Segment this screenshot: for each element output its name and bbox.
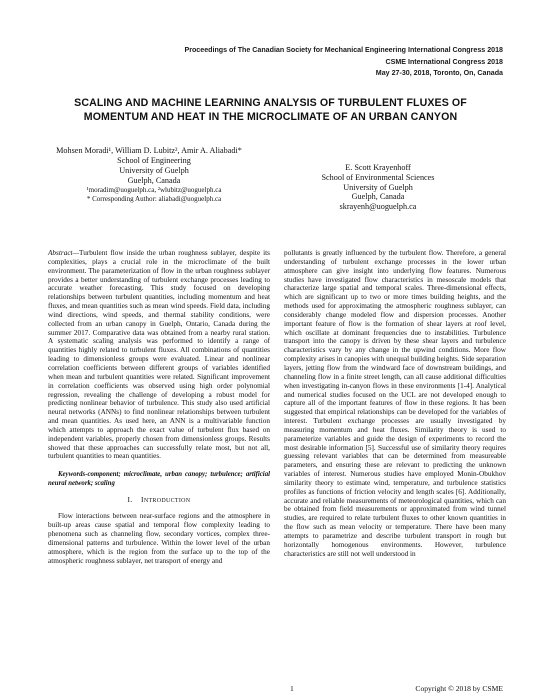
header-line-1: Proceedings of The Canadian Society for Mechanical Engineering International Congress 2018 (184, 46, 503, 54)
right-column (284, 249, 506, 559)
author-block-left (38, 146, 270, 204)
section-title-initial: I (141, 495, 144, 505)
author-names: Mohsen Moradi¹, William D. Lubitz², Amir A. Aliabadi* (56, 146, 242, 155)
author-university: University of Guelph (119, 166, 189, 175)
abstract-label: Abstract— (48, 249, 80, 257)
section-title-rest: NTRODUCTION (143, 498, 191, 505)
corresponding-author: * Corresponding Author: aliabadi@uoguelph.ca (86, 195, 222, 203)
left-column (48, 249, 270, 565)
section-heading-introduction (48, 496, 270, 506)
proceedings-header (184, 45, 503, 80)
author-university-right: University of Guelph (343, 182, 413, 192)
section-number: I. (127, 495, 133, 505)
author-school: School of Engineering (117, 156, 191, 165)
abstract-text: Turbulent flow inside the urban roughness sublayer, despite its complexities, plays a crucial role in the microclimate of the built environment. The parameterization of flow in the urban roughness sublayer provides a better understanding of turbulent exchange processes leading to accurate weather forecasting. This study focused on developing relationships between turbulent quantities, including momentum and heat fluxes, and mean quantities such as mean wind speeds. Field data, including wind directions, wind speeds, and thermal stability conditions, were collected from an urban canopy in Guelph, Ontario, Canada during the summer 2017. Comparative data was obtained from a nearby rural station. A systematic scaling analysis was performed to identify a range of quantities highly related to turbulent fluxes. All combinations of quantities leading to dimensionless groups were evaluated. Linear and nonlinear correlation coefficients between different groups of variables identified when mean and turbulent quantities were related. Significant improvement in correlation coefficients was observed using high order polynomial regression, revealing the challenge of developing a robust model for predicting nonlinear behavior of turbulence. This study also used artificial neural networks (ANNs) to find nonlinear relationships between turbulent and mean quantities. As used here, an ANN is a multivariable function which attempts to approach the exact value of turbulent flux based on independent variables, properly chosen from dimensionless groups. Results showed that these approaches can successfully relate most, but not all, turbulent quantities to mean quantities. (48, 249, 270, 461)
title-line-2: MOMENTUM AND HEAT IN THE MICROCLIMATE OF AN URBAN CANYON (83, 110, 458, 123)
copyright-notice: Copyright © 2018 by CSME (415, 684, 503, 693)
title-line-1: SCALING AND MACHINE LEARNING ANALYSIS OF TURBULENT FLUXES OF (74, 97, 467, 109)
author-block-right (283, 163, 473, 212)
abstract-paragraph (48, 249, 270, 461)
author-city-right: Guelph, Canada (351, 192, 405, 202)
author-name-right: E. Scott Krayenhoff (345, 163, 411, 172)
author-school-right: School of Environmental Sciences (321, 172, 435, 182)
keywords: Keywords-component; microclimate, urban canopy; turbulence; artificial neural network; scaling (48, 471, 270, 487)
intro-paragraph-right: pollutants is greatly influenced by the turbulent flow. Therefore, a general understanding of turbulent exchange processes in the lower urban atmosphere can give insight into underlying flow features. Numerous studies have investigated flow characteristics in mesoscale models that characterize large spatial and temporal scales. Three-dimensional effects, which are significant up to two or more times building heights, and the methods used for approximating the atmospheric roughness sublayer, can considerably change modeled flow and dispersion processes. Another important feature of flow is the formation of shear layers at roof level, which oscillate at dominant frequencies due to instabilities. Turbulence transport into the canopy is driven by these shear layers and turbulence characteristics vary by any change in the upwind conditions. More flow complexity arises in canopies with unequal building heights. Side separation layers, jetting flow from the windward face of downstream buildings, and channeling flow in a finite street length, can all cause additional difficulties when investigating in-canyon flows in these environments [1-4]. Analytical and numerical studies focused on the UCL are not developed enough to capture all of the important features of flow in these regions. It has been suggested that empirical relationships can be developed for the variables of interest. Turbulent exchange processes are usually investigated by measuring momentum and heat fluxes. Similarity theory is used to parameterize variables and guide the design of experiments to record the most desirable information [5]. Successful use of similarity theory requires guessing relevant variables that can be determined from measureable parameters, and ensuring these are relevant to predicting the unknown variables of interest. Numerous studies have employed Monin-Obukhov similarity theory to estimate wind, temperature, and turbulence statistics profiles as functions of friction velocity and length scales [6]. Additionally, accurate and reliable measurements of meteorological quantities, which can be obtained from field measurements or approximated from wind tunnel studies, are required to relate turbulent fluxes to other known quantities in the flow such as mean velocity or temperature. There have been many attempts to parametrize and describe turbulent transport in rough but horizontally homogenous environments. However, turbulence characteristics are still not well understood in (284, 249, 506, 558)
author-emails: ¹moradim@uoguelph.ca, ²wlubitz@uoguelph.ca (86, 186, 222, 194)
header-line-3: May 27-30, 2018, Toronto, On, Canada (375, 69, 503, 77)
intro-paragraph-left: Flow interactions between near-surface regions and the atmosphere in built-up areas cause spatial and temporal flow complexity leading to phenomena such as channeling flow, secondary vortices, complex three-dimensional patterns and turbulence. Within the lower level of the urban atmosphere, which is the region from the surface up to the top of the atmospheric roughness sublayer, net transport of energy and (48, 512, 270, 565)
author-email-right: skrayenh@uoguelph.ca (339, 202, 417, 212)
header-line-2: CSME International Congress 2018 (385, 57, 503, 66)
author-city: Guelph, Canada (127, 176, 181, 185)
paper-title (30, 97, 511, 124)
page-number: 1 (290, 684, 294, 693)
